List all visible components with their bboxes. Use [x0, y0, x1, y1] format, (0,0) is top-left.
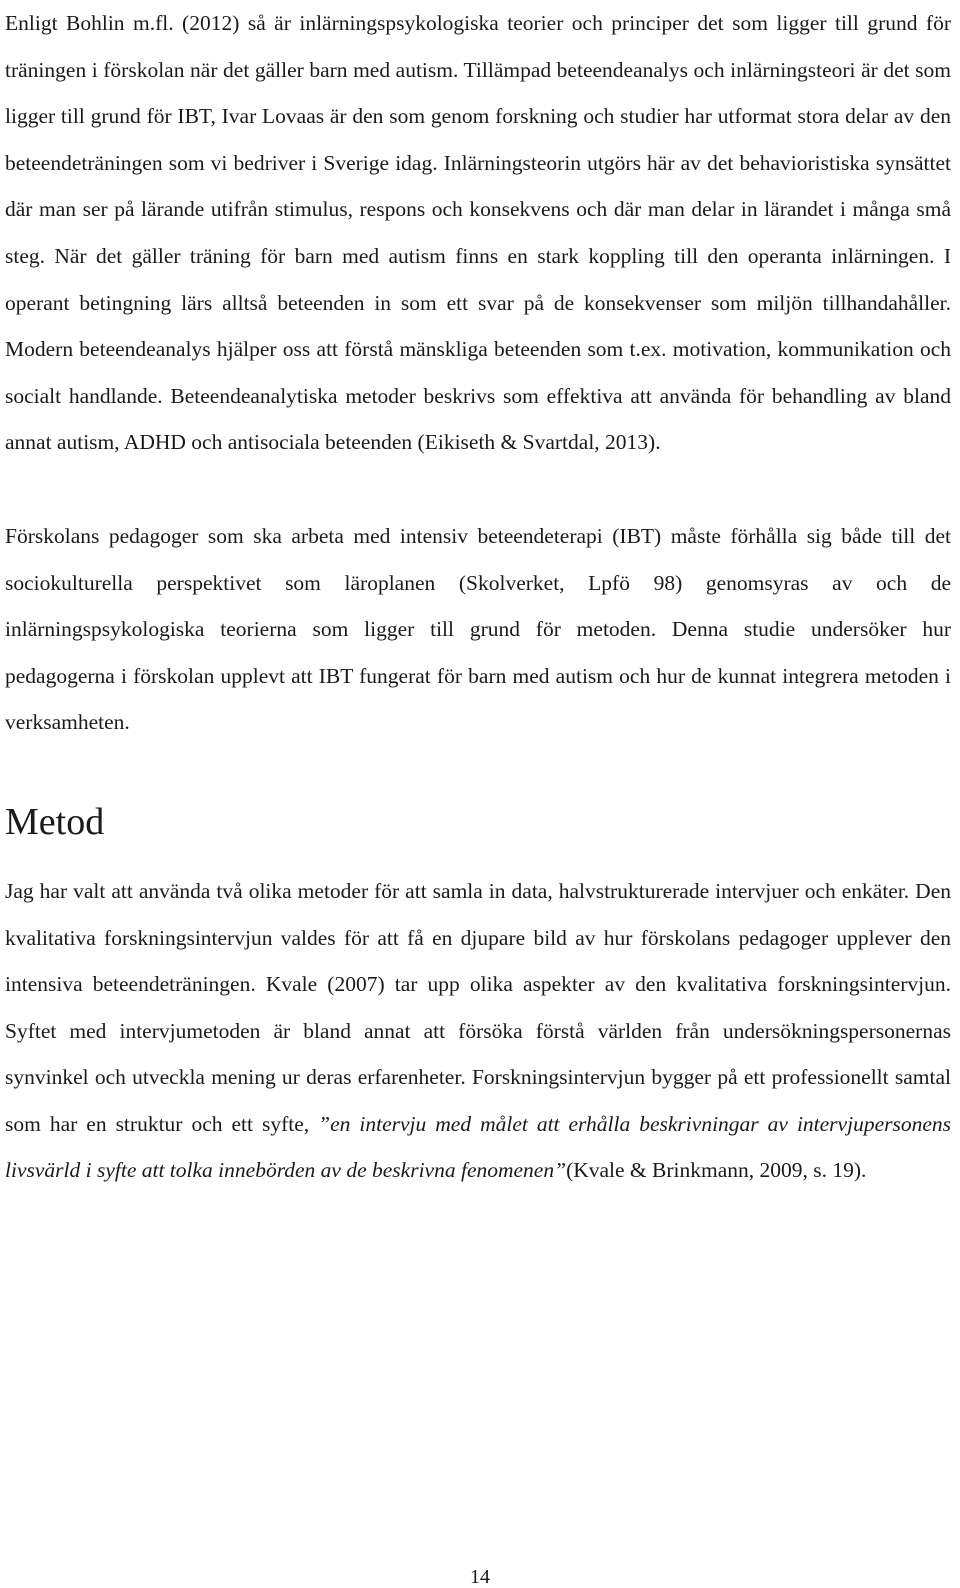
- citation-kvale-brinkmann: (Kvale & Brinkmann, 2009, s. 19).: [566, 1158, 867, 1183]
- page-number: 14: [470, 1566, 490, 1588]
- section-heading-metod: Metod: [5, 800, 105, 843]
- body-paragraph-learning-theory: Enligt Bohlin m.fl. (2012) så är inlärningspsykologiska teorier och principer det som ligger till grund för träningen i förskolan när det gäller barn med autism. Tillämpad beteendeanalys och inlärningsteori är det som ligger till grund för IBT, Ivar Lovaas är den som genom forskning och studier har utformat stora delar av den beteendeträningen som vi bedriver i Sverige idag. Inlärningsteorin utgörs här av det behavioristiska synsättet där man ser på lärande utifrån stimulus, respons och konsekvens och där man delar in lärandet i många små steg. När det gäller träning för barn med autism finns en stark koppling till den operanta inlärningen. I operant betingning lärs alltså beteenden in som ett svar på de konsekvenser som miljön tillhandahåller. Modern beteendeanalys hjälper oss att förstå mänskliga beteenden som t.ex. motivation, kommunikation och socialt handlande. Beteendeanalytiska metoder beskrivs som effektiva att använda för behandling av bland annat autism, ADHD och antisociala beteenden (Eikiseth & Svartdal, 2013).: [5, 11, 951, 455]
- method-text: Jag har valt att använda två olika metoder för att samla in data, halvstrukturerade intervjuer och enkäter. Den kvalitativa forskningsintervjun valdes för att få en djupare bild av hur förskolans pedagoger upplever den intensiva beteendeträningen. Kvale (2007) tar upp olika aspekter av den kvalitativa forskningsintervjun. Syftet med intervjumetoden är bland annat att försöka förstå världen från undersökningspersonernas synvinkel och utveckla mening ur deras erfarenheter. Forskningsintervjun bygger på ett professionellt samtal som har en struktur och ett syfte,: [5, 878, 951, 1136]
- interview-definition-quote: ”en intervju med målet att erhålla beskrivningar av intervjupersonens livsvärld i syfte att tolka innebörden av de beskrivna fenomenen”: [5, 1111, 951, 1183]
- document-page: [5, 0, 951, 1194]
- body-paragraph-method: [5, 868, 951, 1194]
- body-paragraph-preschool-teachers: Förskolans pedagoger som ska arbeta med intensiv beteendeterapi (IBT) måste förhålla sig både till det sociokulturella perspektivet som läroplanen (Skolverket, Lpfö 98) genomsyras av och de inlärningspsykologiska teorierna som ligger till grund för metoden. Denna studie undersöker hur pedagogerna i förskolan upplevt att IBT fungerat för barn med autism och hur de kunnat integrera metoden i verksamheten.: [5, 523, 951, 735]
